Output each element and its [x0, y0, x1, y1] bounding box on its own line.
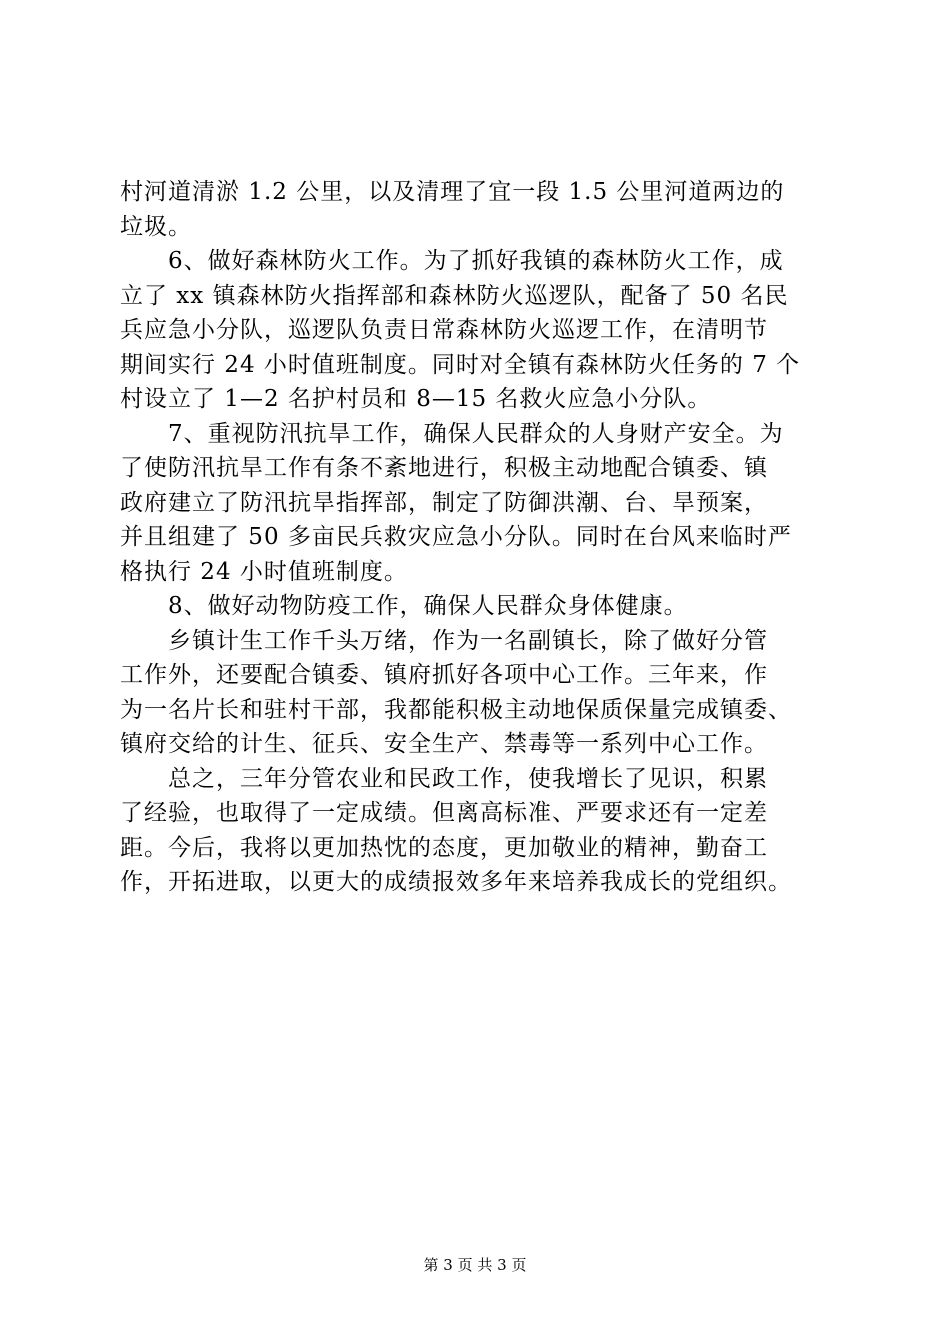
text-line: 乡镇计生工作千头万绪，作为一名副镇长，除了做好分管	[120, 627, 768, 654]
text-line: 镇府交给的计生、征兵、安全生产、禁毒等一系列中心工作。	[120, 731, 768, 757]
text-line: 并且组建了 50 多亩民兵救灾应急小分队。同时在台风来临时严	[120, 524, 792, 550]
text-line: 兵应急小分队，巡逻队负责日常森林防火巡逻工作，在清明节	[120, 317, 768, 343]
text-line: 总之，三年分管农业和民政工作，使我增长了见识，积累	[120, 765, 768, 792]
page-number-label: 第 3 页 共 3 页	[423, 1256, 527, 1274]
text-line: 政府建立了防汛抗旱指挥部，制定了防御洪潮、台、旱预案，	[120, 489, 768, 516]
text-line: 格执行 24 小时值班制度。	[120, 558, 408, 585]
document-body	[120, 175, 840, 900]
text-line: 作，开拓进取，以更大的成绩报效多年来培养我成长的党组织。	[120, 869, 792, 895]
text-line: 了使防汛抗旱工作有条不紊地进行，积极主动地配合镇委、镇	[120, 455, 768, 481]
text-line: 为一名片长和驻村干部，我都能积极主动地保质保量完成镇委、	[120, 696, 792, 723]
text-line: 了经验，也取得了一定成绩。但离高标准、严要求还有一定差	[120, 800, 768, 826]
text-line: 立了 xx 镇森林防火指挥部和森林防火巡逻队，配备了 50 名民	[120, 282, 789, 309]
text-line: 垃圾。	[120, 213, 192, 240]
text-line: 7、重视防汛抗旱工作，确保人民群众的人身财产安全。为	[120, 420, 784, 447]
text-line: 6、做好森林防火工作。为了抓好我镇的森林防火工作，成	[120, 248, 784, 274]
text-line: 期间实行 24 小时值班制度。同时对全镇有森林防火任务的 7 个	[120, 351, 801, 378]
page-footer	[0, 1255, 950, 1275]
text-line: 距。今后，我将以更加热忱的态度，更加敬业的精神，勤奋工	[120, 834, 768, 861]
text-line: 村设立了 1—2 名护村员和 8—15 名救火应急小分队。	[120, 386, 712, 412]
text-line: 工作外，还要配合镇委、镇府抓好各项中心工作。三年来，作	[120, 662, 768, 688]
text-line: 8、做好动物防疫工作，确保人民群众身体健康。	[120, 593, 688, 619]
text-line: 村河道清淤 1.2 公里，以及清理了宜一段 1.5 公里河道两边的	[120, 179, 785, 205]
